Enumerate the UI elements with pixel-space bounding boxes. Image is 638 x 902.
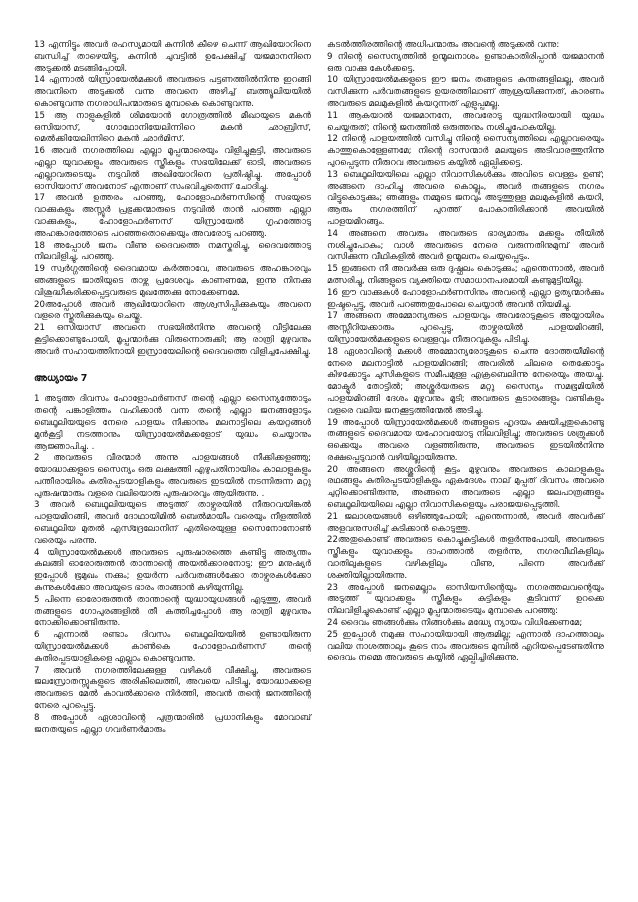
paragraph: 18 അപ്പോൾ ജനം വീണു ദൈവത്തെ നമസ്കരിച്ചു, ദൈവത്തോടു നിലവിളിച്ചു, പറഞ്ഞു. [34,240,311,263]
paragraph: 17 അങ്ങനെ അമ്മോന്യരുടെ പാളയവും അവരോടുകൂടെ അയ്യായിരം അസ്സീറിയക്കാരും പുറപ്പെട്ടു, താഴ്വരയിൽ പാളയമിറങ്ങി, യിസ്രായേൽമക്കളുടെ വെള്ളവും നീരുറവുകളും പിടിച്ചു. [327,311,604,345]
paragraph: 6 എന്നാൽ രണ്ടാം ദിവസം ബെഥൂലിയയിൽ ഉണ്ടായിരുന്ന യിസ്രായേൽമക്കൾ കാൺകെ ഹോളോഫർണസ് തന്റെ കുതിരപ്പടയാളികളെ എല്ലാം കൊണ്ടുവന്നു. [34,630,311,664]
left-paragraphs-top [34,40,311,359]
paragraph: 16 അവർ നഗരത്തിലെ എല്ലാ മൂപ്പന്മാരെയും വിളിച്ചുകൂട്ടി, അവരുടെ എല്ലാ യുവാക്കളും അവരുടെ സ്ത്രീകളും സഭയിലേക്ക് ഓടി, അവരുടെ എല്ലാവരുടെയും നടുവിൽ അഖിയോറിനെ പ്രതിഷ്ഠിച്ചു. അപ്പോൾ ഓസിയാസ് അവനോട് എന്താണ് സംഭവിച്ചതെന്ന് ചോദിച്ചു. [34,146,311,192]
paragraph: 18 ഏശാവിന്റെ മക്കൾ അമ്മോന്യരോടുകൂടെ ചെന്നു ദോത്തയീമിന്റെ നേരെ മലനാട്ടിൽ പാളയമിറങ്ങി; അവരിൽ ചിലരെ തെക്കോട്ടും കിഴക്കോട്ടും ചുസികളുടെ സമീപമുള്ള എക്രബെലിന്നു നേരെയും അയച്ചു. മോക്മൂർ തോട്ടിൽ; അശ്ശൂർയരുടെ മറ്റു സൈന്യം സമഭൂമിയിൽ പാളയമിറങ്ങി ദേശം മുഴുവനും മൂടി; അവരുടെ കൂടാരങ്ങളും വണ്ടികളും വളരെ വലിയ ജനക്കൂട്ടത്തിന്മേൽ അടിച്ചു. [327,346,604,416]
paragraph: 14 അങ്ങനെ അവരും അവരുടെ ഭാര്യമാരും മക്കളും തീയിൽ നശിച്ചുപോകും; വാൾ അവരുടെ നേരെ വരുന്നതിനുമുമ്പ് അവർ വസിക്കുന്ന വീഥികളിൽ അവർ ഉന്മൂലനം ചെയ്യപ്പെടും. [327,228,604,263]
two-column-layout [34,40,604,736]
paragraph: 14 എന്നാൽ യിസ്രായേൽമക്കൾ അവരുടെ പട്ടണത്തിൽനിന്നു ഇറങ്ങി അവനിനെ അടുക്കൽ വന്നു അവനെ അഴിച്ച് ബത്ത്യൂലിയയിൽ കൊണ്ടുവന്നു നഗരാധിപന്മാരുടെ മുമ്പാകെ കൊണ്ടുവന്നു. [34,75,311,109]
paragraph: കടൽത്തീരത്തിന്റെ അധിപന്മാരും അവന്റെ അടുക്കൽ വന്നു: [327,40,560,50]
paragraph: 19 അപ്പോൾ യിസ്രായേൽമക്കൾ തങ്ങളുടെ ഹൃദയം ക്ഷയിച്ചതുകൊണ്ടു തങ്ങളുടെ ദൈവമായ യഹോവയോടു നിലവിളിച്ചു; അവരുടെ ശത്രുക്കൾ ഒക്കെയും അവരെ വളഞ്ഞിരുന്നു, അവരുടെ ഇടയിൽനിന്നു രക്ഷപ്പെടുവാൻ വഴിയില്ലായിരുന്നു. [327,417,604,463]
left-paragraphs-bottom [34,394,311,736]
paragraph: 12 നിന്റെ പാളയത്തിൽ വസിച്ചു നിന്റെ സൈന്യത്തിലെ എല്ലാവരെയും കാത്തുകൊള്ളേണമേ; നിന്റെ ദാസന്മാർ മലയുടെ അടിവാരത്തുനിന്നു പുറപ്പെടുന്ന നീരുറവ അവരുടെ കയ്യിൽ ഏല്പിക്കട്ടെ. [327,134,604,168]
paragraph: 20 അങ്ങനെ അശ്ശൂറിന്റെ കൂട്ടം മുഴുവനും അവരുടെ കാലാളുകളും രഥങ്ങളും കുതിരപ്പടയാളികളും ഏകദേശം നാല് മുപ്പത് ദിവസം അവരെ ചുറ്റിക്കൊണ്ടിരുന്നു, അങ്ങനെ അവരുടെ എല്ലാ ജലപാത്രങ്ങളും ബെഥൂലിയയിലെ എല്ലാ നിവാസികളെയും പരാജയപ്പെടുത്തി. [327,464,604,511]
chapter-title: അധ്യായം 7 [34,372,88,384]
paragraph: 8 അപ്പോൾ ഏശാവിന്റെ പുത്രന്മാരിൽ പ്രധാനികളും മോവാബ് ജനതയുടെ എല്ലാ ഗവർണർമാരും [34,712,311,735]
paragraph: 20അപ്പോൾ അവർ ആഖിയോറിനെ ആശ്വസിപ്പിക്കുകയും അവനെ വളരെ സ്തുതിക്കുകയും ചെയ്തു. [34,299,311,322]
paragraph: 13 എന്നിട്ടും അവർ രഹസ്യമായി കുന്നിൻ കീഴെ ചെന്ന് ആഖിയോറിനെ ബന്ധിച്ച് താഴെയിട്ടു, കുന്നിൻ ചുവട്ടിൽ ഉപേക്ഷിച്ച് യജമാനനിനെ അടുക്കൽ മടങ്ങിപ്പോയി. [34,40,311,74]
paragraph: 5 പിന്നെ ഓരോരുത്തൻ താന്താന്റെ യുദ്ധായുധങ്ങൾ എടുത്തു, അവർ തങ്ങളുടെ ഗോപുരങ്ങളിൽ തീ കത്തിച്ചപ്പോൾ ആ രാത്രി മുഴുവനും നോക്കിക്കൊണ്ടിരുന്നു. [34,594,311,629]
paragraph: 15 ഇങ്ങനെ നീ അവർക്കു ഒരു ദുഷ്ഫലം കൊടുക്കും; എന്തെന്നാൽ, അവർ മത്സരിച്ചു, നിങ്ങളുടെ വ്യക്തിയെ സമാധാനപരമായി കണ്ടുമുട്ടിയില്ല. [327,264,604,286]
paragraph: 1 അടുത്ത ദിവസം ഹോളോഫർണസ് തന്റെ എല്ലാ സൈന്യത്തോടും തന്റെ പങ്കാളിത്തം വഹിക്കാൻ വന്ന തന്റെ എല്ലാ ജനങ്ങളോടും ബെഥൂലിയയുടെ നേരെ പാളയം നീക്കാനും മലനാട്ടിലെ കയറ്റങ്ങൾ മുൻകൂട്ടി നടത്താനും യിസ്രായേൽമക്കളോട് യുദ്ധം ചെയ്യാനും ആജ്ഞാപിച്ചു. . [34,394,311,452]
paragraph: 16 ഈ വാക്കുകൾ ഹോളോഫർണസിനും അവന്റെ എല്ലാ ഭൃത്യന്മാർക്കും ഇഷ്ടപ്പെട്ടു, അവർ പറഞ്ഞതുപോലെ ചെയ്യാൻ അവൻ നിയമിച്ചു. [327,287,604,310]
paragraph: 22അതുകൊണ്ട് അവരുടെ കൊച്ചുകുട്ടികൾ തളർന്നുപോയി, അവരുടെ സ്ത്രീകളും യുവാക്കളും ദാഹത്താൽ തളർന്നു, നഗരവീഥികളിലും വാതിലുകളുടെ വഴികളിലും വീണു, പിന്നെ അവർക്ക് ശക്തിയില്ലായിരുന്നു. [327,535,604,581]
left-column [34,40,311,736]
paragraph: 17 അവൻ ഉത്തരം പറഞ്ഞു, ഹോളോഫർണസിന്റെ സഭയുടെ വാക്കുകളും അസ്സൂർ പ്രഭുക്കന്മാരുടെ നടുവിൽ താൻ പറഞ്ഞ എല്ലാ വാക്കുകളും, ഹോളോഫർണസ് യിസ്രായേൽ ഗൃഹത്തോടു അഹങ്കാരത്തോടെ പറഞ്ഞതൊക്കെയും അവരോടു പറഞ്ഞു. [34,193,311,239]
paragraph: 10 യിസ്രായേൽമക്കളുടെ ഈ ജനം തങ്ങളുടെ കുന്തങ്ങളിലല്ല, അവർ വസിക്കുന്ന പർവതങ്ങളുടെ ഉയരത്തിലാണ് ആശ്രയിക്കുന്നത്, കാരണം അവരുടെ മലമുകളിൽ കയറുന്നത് എളുപ്പമല്ല. [327,75,604,109]
paragraph: 19 സ്വർഗ്ഗത്തിന്റെ ദൈവമായ കർത്താവേ, അവരുടെ അഹങ്കാരവും ഞങ്ങളുടെ ജാതിയുടെ താഴ്ന്ന പ്രദേശവും കാണണമേ, ഇന്നു നിനക്കു വിശുദ്ധീകരിക്കപ്പെട്ടവരുടെ മുഖത്തേക്കു നോക്കേണമേ. [34,264,311,298]
right-paragraphs [327,40,604,665]
paragraph: 7 അവൻ നഗരത്തിലേക്കുള്ള വഴികൾ വീക്ഷിച്ചു, അവരുടെ ജലസ്രോതസ്സുകളുടെ അരികിലെത്തി, അവയെ പിടിച്ചു, യോദ്ധാക്കളെ അവരുടെ മേൽ കാവൽക്കാരെ നിർത്തി, അവൻ തന്റെ ജനത്തിന്റെ നേരെ പുറപ്പെട്ടു. [34,665,311,712]
paragraph: 25 ഇപ്പോൾ നമുക്കു സഹായിയായി ആരുമില്ല; എന്നാൽ ദാഹത്താലും വലിയ നാശത്താലും കൂടെ നാം അവരുടെ മുമ്പിൽ എറിയപ്പെടേണ്ടതിന്നു ദൈവം നമ്മെ അവരുടെ കയ്യിൽ ഏല്പിച്ചിരിക്കുന്നു. [327,629,604,664]
paragraph: 9 നിന്റെ സൈന്യത്തിൽ ഉന്മൂലനാശം ഉണ്ടാകാതിരിപ്പാൻ യജമാനൻ ഒരു വാക്കു കേൾക്കട്ടെ. [327,51,604,74]
paragraph: 23 അപ്പോൾ ജനമെല്ലാം ഓസിയസിന്റെയും നഗരത്തലവന്റെയും അടുത്ത് യുവാക്കളും സ്ത്രീകളും കുട്ടികളും കൂടിവന്ന് ഉറക്കെ നിലവിളിച്ചുകൊണ്ട് എല്ലാ മൂപ്പന്മാരുടെയും മുമ്പാകെ പറഞ്ഞു: [327,582,604,617]
right-column [327,40,604,736]
paragraph: 11 ആകയാൽ യജമാനനേ, അവരോടു യുദ്ധനിരയായി യുദ്ധം ചെയ്യരുത്; നിന്റെ ജനത്തിൽ ഒരുത്തനും നശിച്ചുപോകയില്ല. [327,110,604,133]
paragraph: 2 അവരുടെ വീരന്മാർ അന്നു പാളയങ്ങൾ നീക്കിക്കളഞ്ഞു; യോദ്ധാക്കളുടെ സൈന്യം ഒരു ലക്ഷത്തി എഴുപതിനായിരം കാലാളുകളും പന്തീരായിരം കുതിരപ്പടയാളികളും അവരുടെ ഇടയിൽ നടന്നിരുന്ന മറ്റു പുരുഷന്മാരും വളരെ വലിയൊരു പുരുഷാരവും ആയിരുന്നു. . [34,453,311,499]
paragraph: 13 ബെഥൂലിയയിലെ എല്ലാ നിവാസികൾക്കും അവിടെ വെള്ളം ഉണ്ട്; അങ്ങനെ ദാഹിച്ചു അവരെ കൊല്ലും, അവർ തങ്ങളുടെ നഗരം വിട്ടുകൊടുക്കും; ഞങ്ങളും നമ്മുടെ ജനവും അടുത്തുള്ള മലമുകളിൽ കയറി, ആരും നഗരത്തിന് പുറത്ത് പോകാതിരിക്കാൻ അവയിൽ പാളയമിറങ്ങും. [327,169,604,227]
paragraph: 21 ഒസിയാസ് അവനെ സഭയിൽനിന്നു അവന്റെ വീട്ടിലേക്കു കൂട്ടിക്കൊണ്ടുപോയി, മൂപ്പന്മാർക്കു വിരുന്നൊരുക്കി; ആ രാത്രി മുഴുവനും അവർ സഹായത്തിനായി ഇസ്രായേലിന്റെ ദൈവത്തെ വിളിച്ചപേക്ഷിച്ചു. [34,323,312,357]
paragraph: 4 യിസ്രായേൽമക്കൾ അവരുടെ പുരുഷാരത്തെ കണ്ടിട്ടു അത്യന്തം കലങ്ങി ഓരോരുത്തൻ താന്താന്റെ അയൽക്കാരനോടു: ഈ മനുഷ്യർ ഇപ്പോൾ ഭൂമുഖം നക്കും; ഉയർന്ന പർവതങ്ങൾക്കോ താഴ്വരകൾക്കോ കുന്നുകൾക്കോ അവയുടെ ഭാരം താങ്ങാൻ കഴിയുന്നില്ല. [34,547,311,594]
paragraph: 24 ദൈവം ഞങ്ങൾക്കും നിങ്ങൾക്കും മദ്ധ്യേ ന്യായം വിധിക്കേണമേ; [327,618,583,629]
paragraph: 21 ജലാശയങ്ങൾ ഒഴിഞ്ഞുപോയി; എന്തെന്നാൽ, അവർ അവർക്ക് അളവനുസരിച്ച് കുടിക്കാൻ കൊടുത്തു. [327,511,604,534]
paragraph: 15 ആ നാളുകളിൽ ശിമയോൻ ഗോത്രത്തിൽ മീഖായുടെ മകൻ ഒസിയാസ്, ഗോഥോനിയേലിന്നിറെ മകൻ ഛാബ്രിസ്, മെൽക്കിയേലിന്നിറെ മകൻ ഛാർമിസ്. [34,110,311,145]
paragraph: 3 അവർ ബെഥൂലിയയുടെ അടുത്ത് താഴ്വരയിൽ നീരുറവയിങ്കൽ പാളയമിറങ്ങി, അവർ ദോഥായിമിൽ ബെൽമായീം വരെയും നീളത്തിൽ ബെഥൂലിയ മുതൽ എസ്ദ്രേലോനിന് എതിരെയുള്ള സൈനോനോൺ വരെയും പരന്നു. [34,500,311,546]
